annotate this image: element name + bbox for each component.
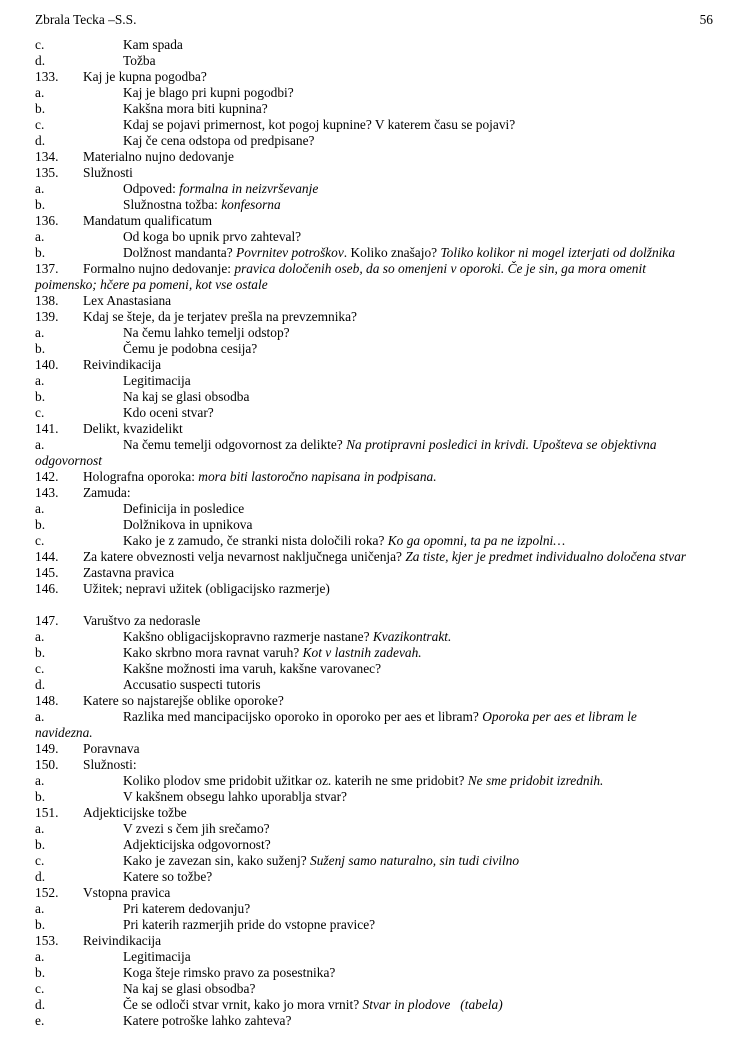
list-item	[35, 1013, 750, 1029]
item-marker: 149.	[35, 741, 59, 756]
item-text: Če se odloči stvar vrnit, kako jo mora vrnit?	[123, 997, 363, 1012]
item-text: Reivindikacija	[83, 933, 162, 948]
item-text-italic: Suženj samo naturalno, sin tudi civilno	[310, 853, 520, 868]
item-marker: b.	[35, 917, 46, 932]
item-text: Služnosti	[83, 165, 133, 180]
list-item	[35, 997, 750, 1013]
item-text-italic: Ko ga opomni, ta pa ne izpolni…	[387, 533, 566, 548]
item-marker: 152.	[35, 885, 59, 900]
item-text: Kako je z zamudo, če stranki nista določili roka?	[123, 533, 388, 548]
list-item	[35, 933, 750, 949]
item-text: Na čemu lahko temelji odstop?	[123, 325, 290, 340]
item-marker: 150.	[35, 757, 59, 772]
item-marker: a.	[35, 501, 45, 516]
item-marker: 138.	[35, 293, 59, 308]
list-item	[35, 869, 750, 885]
item-text: Katere so tožbe?	[123, 869, 213, 884]
item-marker: 142.	[35, 469, 59, 484]
item-text: Poravnava	[83, 741, 140, 756]
item-text: Pri katerem dedovanju?	[123, 901, 251, 916]
item-text: Kakšno obligacijskopravno razmerje nastane?	[123, 629, 373, 644]
item-text: V kakšnem obsegu lahko uporablja stvar?	[123, 789, 347, 804]
list-item	[35, 357, 750, 373]
item-text: Holografna oporoka:	[83, 469, 199, 484]
item-text: Služnosti:	[83, 757, 137, 772]
item-marker: c.	[35, 405, 45, 420]
list-item	[35, 389, 750, 405]
item-text: Kaj je blago pri kupni pogodbi?	[123, 85, 294, 100]
list-item	[35, 421, 750, 437]
list-item	[35, 277, 750, 293]
item-text: Adjekticijska odgovornost?	[123, 837, 271, 852]
list-item	[35, 885, 750, 901]
item-text: Na kaj se glasi obsodba	[123, 389, 250, 404]
list-item	[35, 341, 750, 357]
item-text: Odpoved:	[123, 181, 180, 196]
list-item	[35, 245, 750, 261]
item-text: Legitimacija	[123, 949, 191, 964]
item-text: V zvezi s čem jih srečamo?	[123, 821, 270, 836]
list-item	[35, 309, 750, 325]
item-text: Pri katerih razmerjih pride do vstopne pravice?	[123, 917, 376, 932]
item-text: Mandatum qualificatum	[83, 213, 213, 228]
item-text-italic: Kvazikontrakt.	[372, 629, 452, 644]
item-marker: b.	[35, 789, 46, 804]
item-marker: a.	[35, 821, 45, 836]
item-text: Kakšna mora biti kupnina?	[123, 101, 268, 116]
list-item	[35, 117, 750, 133]
item-text: Delikt, kvazidelikt	[83, 421, 183, 436]
item-text: Kdo oceni stvar?	[123, 405, 214, 420]
item-marker: b.	[35, 837, 46, 852]
list-item	[35, 549, 750, 565]
item-marker: c.	[35, 661, 45, 676]
item-marker: e.	[35, 1013, 45, 1028]
list-item	[35, 789, 750, 805]
item-marker: 141.	[35, 421, 59, 436]
list-item	[35, 581, 750, 597]
list-item	[35, 949, 750, 965]
item-text: Materialno nujno dedovanje	[83, 149, 234, 164]
item-text: Razlika med mancipacijsko oporoko in oporoko per aes et libram?	[123, 709, 483, 724]
item-marker: a.	[35, 373, 45, 388]
item-text-italic: Za tiste, kjer je predmet individualno določena stvar	[405, 549, 687, 564]
item-marker: 135.	[35, 165, 59, 180]
item-text: Za katere obveznosti velja nevarnost naključnega uničenja?	[83, 549, 406, 564]
item-marker: d.	[35, 677, 46, 692]
item-text: Kako skrbno mora ravnat varuh?	[123, 645, 303, 660]
item-marker: a.	[35, 181, 45, 196]
item-text-italic: mora biti lastoročno napisana in podpisana.	[198, 469, 437, 484]
item-text: Na čemu temelji odgovornost za delikte?	[123, 437, 347, 452]
list-item	[35, 69, 750, 85]
list-item	[35, 757, 750, 773]
blank-line	[35, 597, 750, 613]
item-text-italic: Na protipravni posledici in krivdi. Upošteva se objektivna	[346, 437, 657, 452]
list-item	[35, 293, 750, 309]
item-marker: 144.	[35, 549, 59, 564]
item-text-italic: poimensko; hčere pa pomeni, kot vse ostale	[35, 277, 268, 292]
item-text: Kdaj se pojavi primernost, kot pogoj kupnine? V katerem času se pojavi?	[123, 117, 516, 132]
item-text: . Koliko znašajo?	[343, 245, 441, 260]
list-item	[35, 725, 750, 741]
list-item	[35, 629, 750, 645]
list-item	[35, 805, 750, 821]
page-number: 56	[699, 12, 713, 27]
item-marker: 139.	[35, 309, 59, 324]
list-item	[35, 965, 750, 981]
list-item	[35, 325, 750, 341]
item-marker: a.	[35, 901, 45, 916]
list-item	[35, 533, 750, 549]
item-text: Koga šteje rimsko pravo za posestnika?	[123, 965, 336, 980]
list-item	[35, 901, 750, 917]
item-marker: 146.	[35, 581, 59, 596]
list-item	[35, 469, 750, 485]
list-item	[35, 261, 750, 277]
item-text-italic: Povrnitev potroškov	[236, 245, 344, 260]
item-marker: 136.	[35, 213, 59, 228]
item-marker: a.	[35, 325, 45, 340]
item-marker: c.	[35, 853, 45, 868]
item-text: Tožba	[123, 53, 156, 68]
item-marker: b.	[35, 389, 46, 404]
item-text: Legitimacija	[123, 373, 191, 388]
list-item	[35, 645, 750, 661]
list-item	[35, 485, 750, 501]
list-item	[35, 613, 750, 629]
item-marker: c.	[35, 117, 45, 132]
list-item	[35, 917, 750, 933]
list-item	[35, 37, 750, 53]
item-marker: a.	[35, 709, 45, 724]
list-item	[35, 677, 750, 693]
item-text: Služnostna tožba:	[123, 197, 222, 212]
item-text: Katere potroške lahko zahteva?	[123, 1013, 292, 1028]
item-text: Lex Anastasiana	[83, 293, 172, 308]
header-title: Zbrala Tecka –S.S.	[35, 12, 137, 27]
item-marker: b.	[35, 517, 46, 532]
item-marker: 145.	[35, 565, 59, 580]
item-text: Accusatio suspecti tutoris	[123, 677, 261, 692]
list-item	[35, 213, 750, 229]
item-text: Kam spada	[123, 37, 183, 52]
item-text: Dolžnikova in upnikova	[123, 517, 253, 532]
item-marker: 133.	[35, 69, 59, 84]
list-item	[35, 85, 750, 101]
item-marker: c.	[35, 981, 45, 996]
list-item	[35, 853, 750, 869]
item-marker: b.	[35, 341, 46, 356]
item-text: Kako je zavezan sin, kako suženj?	[123, 853, 311, 868]
item-marker: b.	[35, 101, 46, 116]
item-marker: 153.	[35, 933, 59, 948]
page-header	[35, 12, 713, 28]
list-item	[35, 565, 750, 581]
item-text-italic: Oporoka per aes et libram le	[482, 709, 637, 724]
list-item	[35, 53, 750, 69]
item-marker: b.	[35, 197, 46, 212]
item-marker: c.	[35, 533, 45, 548]
item-marker: a.	[35, 437, 45, 452]
item-text: Kakšne možnosti ima varuh, kakšne varovanec?	[123, 661, 382, 676]
list-item	[35, 453, 750, 469]
item-text: Zastavna pravica	[83, 565, 175, 580]
item-text: Vstopna pravica	[83, 885, 171, 900]
item-marker: a.	[35, 85, 45, 100]
item-text: Na kaj se glasi obsodba?	[123, 981, 256, 996]
list-item	[35, 165, 750, 181]
list-item	[35, 501, 750, 517]
item-text: Definicija in posledice	[123, 501, 245, 516]
item-text-italic: odgovornost	[35, 453, 102, 468]
list-item	[35, 661, 750, 677]
item-marker: a.	[35, 949, 45, 964]
item-text: Zamuda:	[83, 485, 131, 500]
item-text: Reivindikacija	[83, 357, 162, 372]
item-text: Čemu je podobna cesija?	[123, 341, 258, 356]
list-item	[35, 373, 750, 389]
item-marker: 143.	[35, 485, 59, 500]
list-item	[35, 437, 750, 453]
list-item	[35, 837, 750, 853]
list-item	[35, 773, 750, 789]
item-marker: 137.	[35, 261, 59, 276]
item-marker: 147.	[35, 613, 59, 628]
item-marker: a.	[35, 773, 45, 788]
list-item	[35, 133, 750, 149]
item-text-italic: Ne sme pridobit izrednih.	[467, 773, 604, 788]
item-text-italic: Kot v lastnih zadevah.	[302, 645, 422, 660]
item-text-italic: formalna in neizvrševanje	[179, 181, 319, 196]
item-marker: b.	[35, 645, 46, 660]
item-marker: b.	[35, 965, 46, 980]
list-item	[35, 229, 750, 245]
list-item	[35, 181, 750, 197]
item-text: Katere so najstarejše oblike oporoke?	[83, 693, 284, 708]
list-item	[35, 149, 750, 165]
item-text-italic: Stvar in plodove (tabela)	[362, 997, 503, 1012]
item-marker: 134.	[35, 149, 59, 164]
list-item	[35, 981, 750, 997]
item-marker: d.	[35, 133, 46, 148]
item-marker: a.	[35, 629, 45, 644]
list-item	[35, 709, 750, 725]
list-item	[35, 821, 750, 837]
item-marker: d.	[35, 53, 46, 68]
item-marker: 140.	[35, 357, 59, 372]
item-text-italic: pravica določenih oseb, da so omenjeni v oporoki. Če je sin, ga mora omenit	[234, 261, 646, 276]
list-item	[35, 517, 750, 533]
item-marker: c.	[35, 37, 45, 52]
item-text: Kaj če cena odstopa od predpisane?	[123, 133, 315, 148]
item-text-italic: navidezna.	[35, 725, 93, 740]
item-marker: 151.	[35, 805, 59, 820]
item-text-italic: konfesorna	[221, 197, 281, 212]
list-item	[35, 197, 750, 213]
list-item	[35, 693, 750, 709]
item-marker: d.	[35, 997, 46, 1012]
item-marker: 148.	[35, 693, 59, 708]
item-text: Užitek; nepravi užitek (obligacijsko razmerje)	[83, 581, 330, 596]
list-item	[35, 405, 750, 421]
list-item	[35, 741, 750, 757]
item-text: Kdaj se šteje, da je terjatev prešla na prevzemnika?	[83, 309, 358, 324]
item-text-italic: Toliko kolikor ni mogel izterjati od dolžnika	[440, 245, 676, 260]
document-body	[35, 37, 750, 1029]
item-text: Od koga bo upnik prvo zahteval?	[123, 229, 302, 244]
item-text: Koliko plodov sme pridobit užitkar oz. katerih ne sme pridobit?	[123, 773, 468, 788]
item-text: Dolžnost mandanta?	[123, 245, 237, 260]
item-text: Kaj je kupna pogodba?	[83, 69, 207, 84]
item-text: Adjekticijske tožbe	[83, 805, 187, 820]
item-marker: b.	[35, 245, 46, 260]
item-marker: d.	[35, 869, 46, 884]
item-marker: a.	[35, 229, 45, 244]
list-item	[35, 101, 750, 117]
item-text: Varuštvo za nedorasle	[83, 613, 201, 628]
item-text: Formalno nujno dedovanje:	[83, 261, 235, 276]
